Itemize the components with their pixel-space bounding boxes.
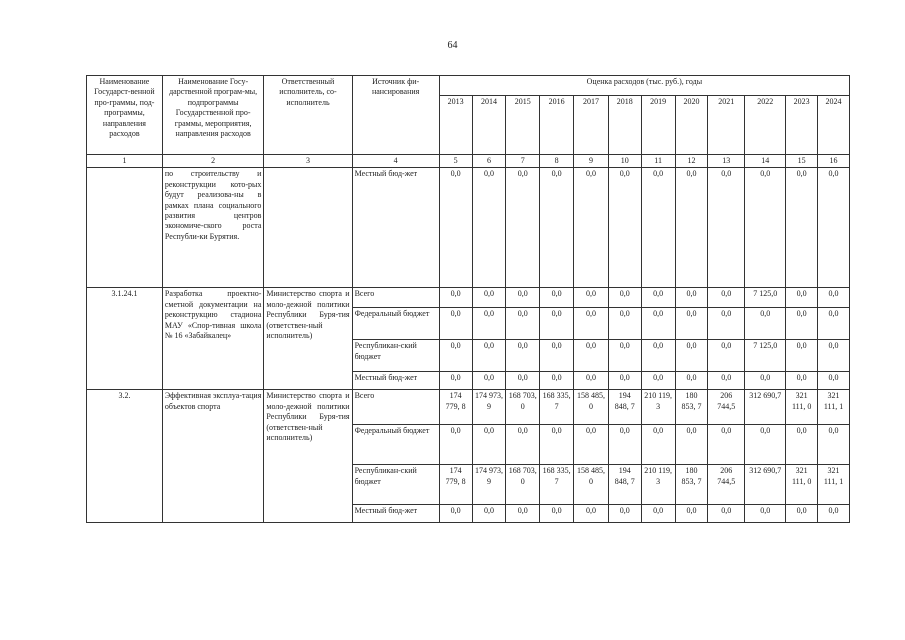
cell-value: 210 119, 3: [641, 390, 675, 425]
cell-value: 0,0: [608, 340, 641, 372]
header-year: 2020: [675, 96, 708, 155]
cell-value: 194 848, 7: [608, 465, 641, 505]
cell-value: 0,0: [818, 168, 850, 288]
cell-value: 0,0: [641, 425, 675, 465]
column-number: 4: [352, 155, 439, 168]
cell-value: 0,0: [745, 425, 786, 465]
cell-value: 0,0: [608, 288, 641, 308]
cell-value: 0,0: [708, 505, 745, 523]
cell-value: 0,0: [641, 308, 675, 340]
cell-value: 0,0: [472, 425, 506, 465]
cell-value: 0,0: [506, 505, 540, 523]
cell-value: 0,0: [745, 505, 786, 523]
cell-value: 0,0: [540, 308, 574, 340]
cell-value: 0,0: [745, 372, 786, 390]
cell-value: 0,0: [641, 288, 675, 308]
row-funding-source: Местный бюд-жет: [352, 168, 439, 288]
cell-value: 0,0: [472, 308, 506, 340]
row-funding-source: Республикан-ский бюджет: [352, 465, 439, 505]
cell-value: 0,0: [745, 308, 786, 340]
cell-value: 206 744,5: [708, 390, 745, 425]
cell-value: 0,0: [818, 288, 850, 308]
cell-value: 0,0: [786, 505, 818, 523]
column-number: 10: [608, 155, 641, 168]
cell-value: 0,0: [708, 425, 745, 465]
cell-value: 0,0: [675, 168, 708, 288]
row-executor: Министерство спорта и моло-дежной политики Республики Буря-тия (ответствен-ный исполнитель): [264, 390, 352, 523]
cell-value: 0,0: [472, 168, 506, 288]
row-funding-source: Всего: [352, 288, 439, 308]
cell-value: 0,0: [540, 505, 574, 523]
cell-value: 0,0: [574, 288, 609, 308]
column-number: 9: [574, 155, 609, 168]
header-year: 2021: [708, 96, 745, 155]
cell-value: 0,0: [608, 308, 641, 340]
cell-value: 0,0: [745, 168, 786, 288]
table-row: [87, 390, 850, 425]
cell-value: 0,0: [506, 308, 540, 340]
cell-value: 0,0: [439, 505, 472, 523]
cell-value: 180 853, 7: [675, 465, 708, 505]
cell-value: 0,0: [708, 372, 745, 390]
cell-value: 168 335, 7: [540, 465, 574, 505]
cell-value: 0,0: [472, 505, 506, 523]
cell-value: 0,0: [675, 340, 708, 372]
cell-value: 312 690,7: [745, 465, 786, 505]
budget-table: [86, 75, 850, 523]
row-funding-source: Федеральный бюджет: [352, 425, 439, 465]
cell-value: 0,0: [708, 340, 745, 372]
header-year: 2022: [745, 96, 786, 155]
cell-value: 0,0: [675, 425, 708, 465]
cell-value: 158 485, 0: [574, 465, 609, 505]
cell-value: 0,0: [574, 425, 609, 465]
cell-value: 0,0: [641, 168, 675, 288]
cell-value: 194 848, 7: [608, 390, 641, 425]
column-number: 16: [818, 155, 850, 168]
cell-value: 0,0: [675, 505, 708, 523]
cell-value: 0,0: [506, 168, 540, 288]
row-executor: [264, 168, 352, 288]
cell-value: 0,0: [608, 425, 641, 465]
column-number: 11: [641, 155, 675, 168]
column-number: 12: [675, 155, 708, 168]
row-measure-name: Разработка проектно-сметной документации на реконструкцию стадиона МАУ «Спор-тивная школа № 16 «Забайкалец»: [162, 288, 264, 390]
cell-value: 0,0: [540, 168, 574, 288]
cell-value: 0,0: [608, 372, 641, 390]
header-measure: Наименование Госу-дарственной програм-мы, подпрограммы Государственной про-граммы, мероприятия, направления расходов: [162, 76, 264, 155]
cell-value: 0,0: [506, 288, 540, 308]
cell-value: 312 690,7: [745, 390, 786, 425]
cell-value: 0,0: [641, 372, 675, 390]
cell-value: 0,0: [506, 425, 540, 465]
column-number: 7: [506, 155, 540, 168]
cell-value: 0,0: [506, 372, 540, 390]
column-number: 13: [708, 155, 745, 168]
cell-value: 0,0: [439, 168, 472, 288]
header-year: 2013: [439, 96, 472, 155]
cell-value: 0,0: [818, 372, 850, 390]
cell-value: 321 111, 1: [818, 465, 850, 505]
cell-value: 158 485, 0: [574, 390, 609, 425]
cell-value: 0,0: [439, 425, 472, 465]
header-year: 2016: [540, 96, 574, 155]
cell-value: 0,0: [818, 425, 850, 465]
cell-value: 168 703, 0: [506, 465, 540, 505]
cell-value: 0,0: [786, 288, 818, 308]
column-number: 15: [786, 155, 818, 168]
table-row: [87, 288, 850, 308]
page-number: 64: [447, 40, 458, 51]
row-code: [87, 168, 163, 288]
cell-value: 0,0: [439, 340, 472, 372]
cell-value: 0,0: [540, 425, 574, 465]
header-year: 2017: [574, 96, 609, 155]
cell-value: 180 853, 7: [675, 390, 708, 425]
column-number: 8: [540, 155, 574, 168]
cell-value: 0,0: [540, 340, 574, 372]
cell-value: 0,0: [439, 308, 472, 340]
row-funding-source: Местный бюд-жет: [352, 372, 439, 390]
cell-value: 0,0: [608, 505, 641, 523]
cell-value: 0,0: [786, 168, 818, 288]
column-number: 1: [87, 155, 163, 168]
cell-value: 0,0: [818, 340, 850, 372]
cell-value: 0,0: [472, 372, 506, 390]
row-code: 3.2.: [87, 390, 163, 523]
cell-value: 206 744,5: [708, 465, 745, 505]
cell-value: 0,0: [818, 505, 850, 523]
header-year: 2024: [818, 96, 850, 155]
table-row: [87, 168, 850, 288]
cell-value: 0,0: [439, 288, 472, 308]
cell-value: 321 111, 0: [786, 390, 818, 425]
column-number: 14: [745, 155, 786, 168]
row-funding-source: Местный бюд-жет: [352, 505, 439, 523]
cell-value: 0,0: [786, 425, 818, 465]
header-executor: Ответственный исполнитель, со-исполнитель: [264, 76, 352, 155]
cell-value: 168 703, 0: [506, 390, 540, 425]
cell-value: 0,0: [540, 372, 574, 390]
header-year: 2018: [608, 96, 641, 155]
cell-value: 168 335, 7: [540, 390, 574, 425]
cell-value: 0,0: [786, 372, 818, 390]
row-measure-name: по строительству и реконструкции кото-рых будут реализова-ны в рамках плана социального развития центров экономиче-ского роста Республи-ки Бурятия.: [162, 168, 264, 288]
cell-value: 0,0: [818, 308, 850, 340]
header-estimate: Оценка расходов (тыс. руб.), годы: [439, 76, 849, 96]
row-funding-source: Республикан-ский бюджет: [352, 340, 439, 372]
cell-value: 174 779, 8: [439, 465, 472, 505]
cell-value: 7 125,0: [745, 288, 786, 308]
cell-value: 0,0: [574, 340, 609, 372]
cell-value: 0,0: [708, 288, 745, 308]
row-code: 3.1.24.1: [87, 288, 163, 390]
cell-value: 0,0: [641, 340, 675, 372]
cell-value: 0,0: [675, 372, 708, 390]
cell-value: 0,0: [708, 308, 745, 340]
cell-value: 0,0: [675, 288, 708, 308]
cell-value: 0,0: [439, 372, 472, 390]
cell-value: 0,0: [574, 372, 609, 390]
cell-value: 0,0: [786, 340, 818, 372]
header-year: 2015: [506, 96, 540, 155]
row-measure-name: Эффективная эксплуа-тация объектов спорта: [162, 390, 264, 523]
column-number: 3: [264, 155, 352, 168]
cell-value: 321 111, 1: [818, 390, 850, 425]
header-program: Наименование Государст-венной про-граммы, под-программы, направления расходов: [87, 76, 163, 155]
row-funding-source: Всего: [352, 390, 439, 425]
cell-value: 0,0: [574, 308, 609, 340]
header-year: 2019: [641, 96, 675, 155]
row-funding-source: Федеральный бюджет: [352, 308, 439, 340]
column-number: 6: [472, 155, 506, 168]
cell-value: 0,0: [574, 168, 609, 288]
cell-value: 7 125,0: [745, 340, 786, 372]
cell-value: 0,0: [641, 505, 675, 523]
cell-value: 0,0: [472, 340, 506, 372]
row-executor: Министерство спорта и моло-дежной политики Республики Буря-тия (ответствен-ный исполнитель): [264, 288, 352, 390]
cell-value: 0,0: [540, 288, 574, 308]
cell-value: 0,0: [708, 168, 745, 288]
header-year: 2014: [472, 96, 506, 155]
cell-value: 174 973, 9: [472, 465, 506, 505]
header-source: Источник фи-нансирования: [352, 76, 439, 155]
column-number: 2: [162, 155, 264, 168]
cell-value: 0,0: [675, 308, 708, 340]
cell-value: 210 119, 3: [641, 465, 675, 505]
cell-value: 0,0: [608, 168, 641, 288]
header-year: 2023: [786, 96, 818, 155]
cell-value: 0,0: [506, 340, 540, 372]
cell-value: 0,0: [786, 308, 818, 340]
cell-value: 0,0: [472, 288, 506, 308]
cell-value: 174 779, 8: [439, 390, 472, 425]
column-number: 5: [439, 155, 472, 168]
cell-value: 321 111, 0: [786, 465, 818, 505]
cell-value: 174 973, 9: [472, 390, 506, 425]
cell-value: 0,0: [574, 505, 609, 523]
